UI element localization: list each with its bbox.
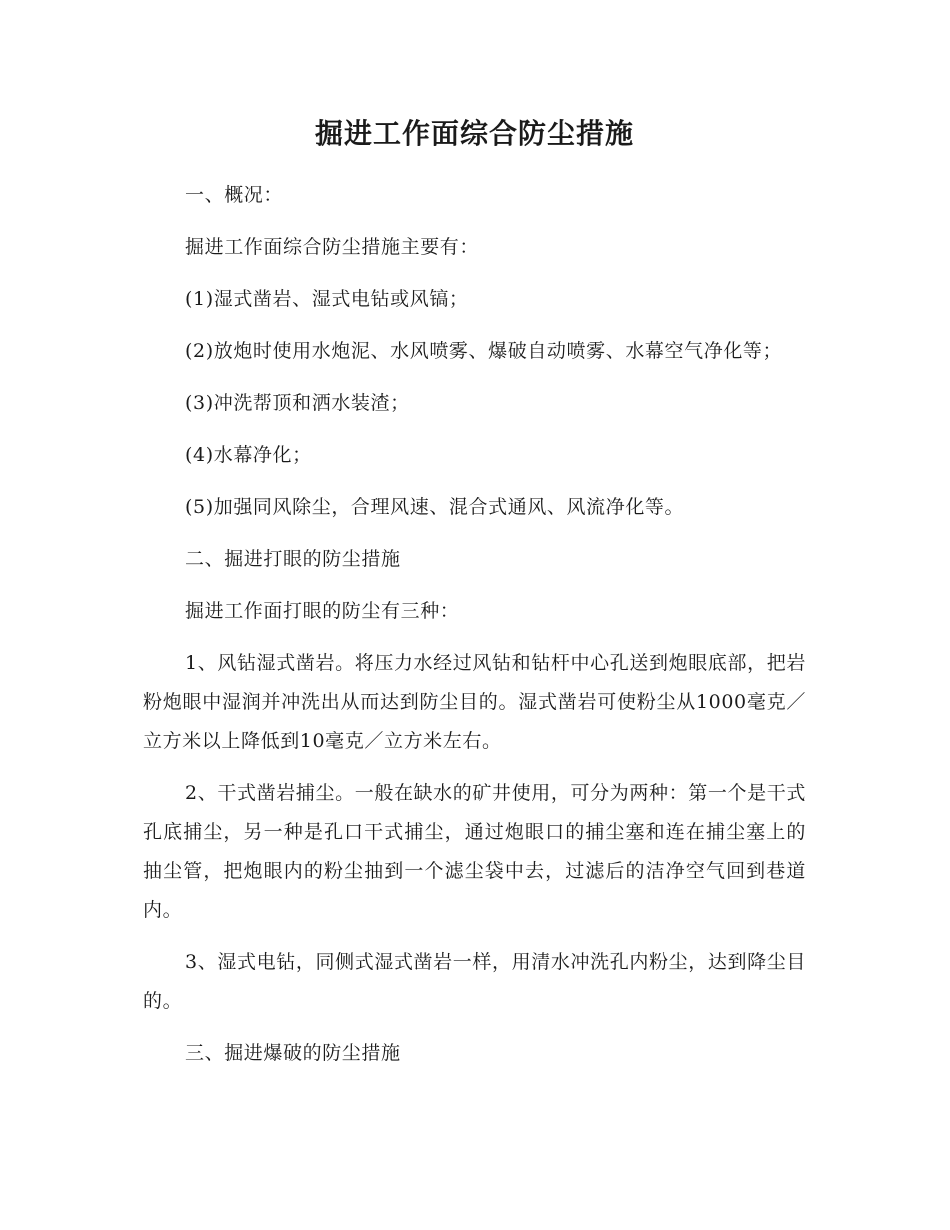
- paragraph-wet-electric-drill: 3、湿式电钻，同侧式湿式凿岩一样，用清水冲洗孔内粉尘，达到降尘目的。: [143, 951, 806, 1012]
- document-page: [143, 110, 806, 1086]
- section-heading-overview: 一、概况：: [185, 184, 284, 206]
- document-title: 掘进工作面综合防尘措施: [314, 117, 634, 150]
- list-item-5: (5)加强同风除尘，合理风速、混合式通风、风流净化等。: [185, 496, 685, 518]
- section-heading-blasting: 三、掘进爆破的防尘措施: [185, 1042, 401, 1064]
- paragraph-dry-drilling: 2、干式凿岩捕尘。一般在缺水的矿井使用，可分为两种：第一个是干式孔底捕尘，另一种是孔口干式捕尘，通过炮眼口的捕尘塞和连在捕尘塞上的抽尘管，把炮眼内的粉尘抽到一个滤尘袋中去，过滤后的洁净空气回到巷道内。: [143, 782, 806, 921]
- list-item-3: (3)冲洗帮顶和洒水装渣；: [185, 392, 410, 414]
- section-heading-drilling: 二、掘进打眼的防尘措施: [185, 548, 401, 570]
- list-item-4: (4)水幕净化；: [185, 444, 312, 466]
- paragraph-wet-drilling: 1、风钻湿式凿岩。将压力水经过风钻和钻杆中心孔送到炮眼底部，把岩粉炮眼中湿润并冲洗出从而达到防尘目的。湿式凿岩可使粉尘从1000毫克／立方米以上降低到10毫克／立方米左右。: [143, 652, 806, 752]
- list-item-2: (2)放炮时使用水炮泥、水风喷雾、爆破自动喷雾、水幕空气净化等；: [185, 340, 783, 362]
- paragraph-drilling-intro: 掘进工作面打眼的防尘有三种：: [185, 600, 460, 622]
- paragraph-measures-intro: 掘进工作面综合防尘措施主要有：: [185, 236, 480, 258]
- list-item-1: (1)湿式凿岩、湿式电钻或风镐；: [185, 288, 469, 310]
